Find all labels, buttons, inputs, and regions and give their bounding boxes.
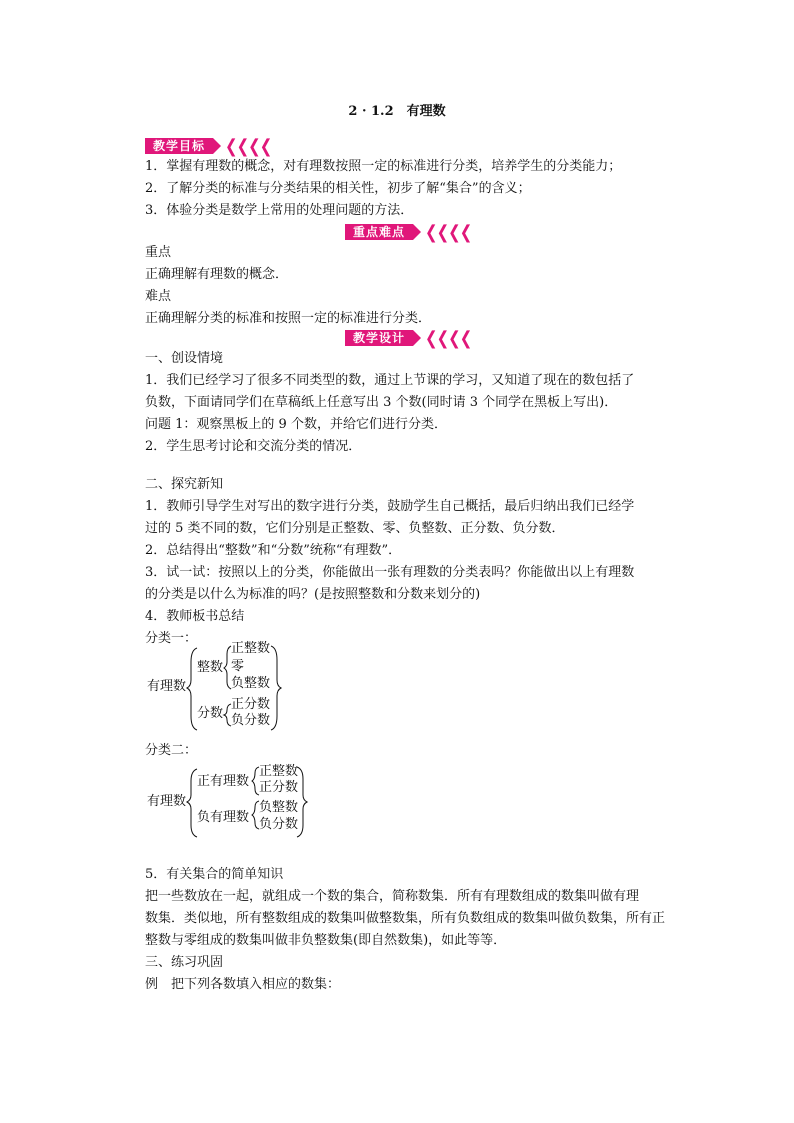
- banner-objectives: [145, 135, 272, 157]
- paragraph-line: 1．我们已经学习了很多不同类型的数，通过上节课的学习，又知道了现在的数包括了: [145, 373, 635, 388]
- paragraph-line: 4．教师板书总结: [145, 609, 245, 624]
- paragraph-line: 数集．类似地，所有整数组成的数集叫做整数集，所有负数组成的数集叫做负数集，所有正: [145, 911, 666, 926]
- objective-3: 3．体验分类是数学上常用的处理问题的方法．: [145, 203, 414, 218]
- difficulty-label: 难点: [145, 289, 172, 304]
- paragraph-line: 3．试一试：按照以上的分类，你能做出一张有理数的分类表吗？你能做出以上有理数: [145, 565, 635, 580]
- tree1-positive-integer: 正整数: [231, 641, 271, 656]
- paragraph-line: 5．有关集合的简单知识: [145, 867, 284, 882]
- section-2-title: 二、探究新知: [145, 477, 224, 492]
- paragraph-line: 的分类是以什么为标准的吗？(是按照整数和分数来划分的): [145, 587, 481, 602]
- chevron-left-icon: ❮❮❮❮: [425, 327, 472, 349]
- banner-keypoints: [345, 221, 472, 243]
- tree2-root: 有理数: [147, 794, 187, 809]
- keypoint-label: 重点: [145, 245, 172, 260]
- classification-tree-1: [145, 640, 305, 735]
- section-1-title: 一、创设情境: [145, 351, 224, 366]
- paragraph-line: 负数，下面请同学们在草稿纸上任意写出 3 个数(同时请 3 个同学在黑板上写出)．: [145, 395, 618, 410]
- tree2-negative-fraction: 负分数: [259, 817, 299, 832]
- banner-design: [345, 327, 472, 349]
- classification-1-label: 分类一：: [145, 631, 198, 646]
- banner-keypoints-label: 重点难点: [345, 224, 413, 240]
- paragraph-line: 过的 5 类不同的数，它们分别是正整数、零、负整数、正分数、负分数．: [145, 521, 565, 536]
- tree2-negative-rational: 负有理数: [197, 810, 250, 825]
- keypoint-text: 正确理解有理数的概念．: [145, 267, 289, 282]
- classification-2-label: 分类二：: [145, 743, 198, 758]
- paragraph-line: 1．教师引导学生对写出的数字进行分类，鼓励学生自己概括，最后归纳出我们已经学: [145, 499, 635, 514]
- objective-2: 2．了解分类的标准与分类结果的相关性，初步了解“集合”的含义；: [145, 181, 531, 196]
- banner-objectives-label: 教学目标: [145, 138, 213, 154]
- tree1-integer: 整数: [197, 660, 224, 675]
- paragraph-line: 2．学生思考讨论和交流分类的情况．: [145, 439, 362, 454]
- tree1-fraction: 分数: [197, 706, 224, 721]
- tree2-positive-fraction: 正分数: [259, 780, 299, 795]
- chevron-left-icon: ❮❮❮❮: [225, 135, 272, 157]
- paragraph-line: 把一些数放在一起，就组成一个数的集合，简称数集．所有有理数组成的数集叫做有理: [145, 889, 640, 904]
- paragraph-line: 整数与零组成的数集叫做非负整数集(即自然数集)，如此等等．: [145, 933, 507, 948]
- page-title: 2 · 1.2 有理数: [348, 104, 446, 119]
- paragraph-line: 2．总结得出“整数”和“分数”统称“有理数”．: [145, 543, 402, 558]
- paragraph-line: 问题 1：观察黑板上的 9 个数，并给它们进行分类．: [145, 417, 447, 432]
- objective-1: 1．掌握有理数的概念，对有理数按照一定的标准进行分类，培养学生的分类能力；: [145, 159, 622, 174]
- tree2-negative-integer: 负整数: [259, 800, 299, 815]
- difficulty-text: 正确理解分类的标准和按照一定的标准进行分类．: [145, 311, 432, 326]
- tree2-positive-rational: 正有理数: [197, 774, 250, 789]
- banner-design-label: 教学设计: [345, 330, 413, 346]
- chevron-left-icon: ❮❮❮❮: [425, 221, 472, 243]
- tree1-negative-integer: 负整数: [231, 676, 271, 691]
- tree1-positive-fraction: 正分数: [231, 697, 271, 712]
- tree1-negative-fraction: 负分数: [231, 713, 271, 728]
- paragraph-line: 例 把下列各数填入相应的数集：: [145, 977, 341, 992]
- section-3-title: 三、练习巩固: [145, 955, 224, 970]
- classification-tree-2: [145, 763, 325, 843]
- tree1-root: 有理数: [147, 679, 187, 694]
- tree1-zero: 零: [231, 659, 245, 674]
- tree2-positive-integer: 正整数: [259, 764, 299, 779]
